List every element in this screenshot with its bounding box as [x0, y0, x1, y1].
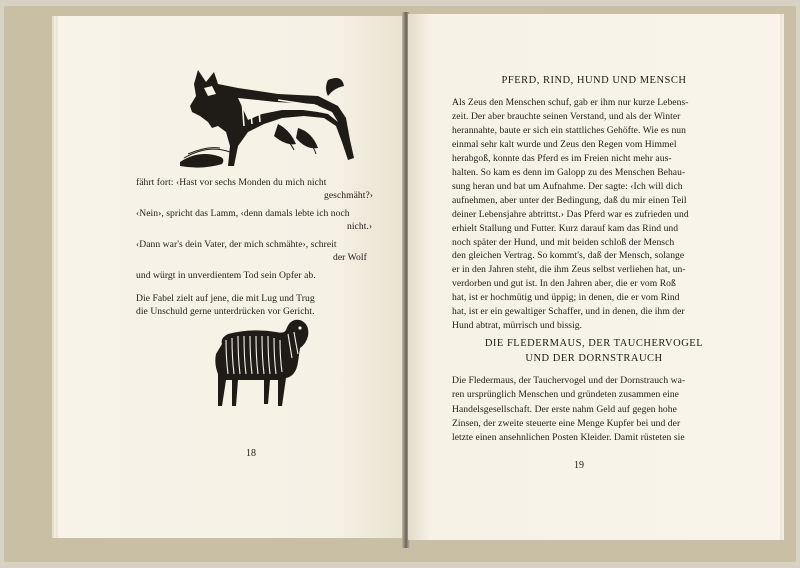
moral-line: Die Fabel zielt auf jene, die mit Lug und Trug: [136, 293, 315, 304]
text-line: einmal sehr kalt wurde und Zeus den Regen vom Himmel: [452, 138, 677, 150]
text-line: herabgoß, konnte das Pferd es im Freien nicht mehr aus-: [452, 152, 672, 164]
verse-line: geschmäht?›: [324, 190, 374, 201]
right-page: [408, 14, 780, 540]
section-heading: DIE FLEDERMAUS, DER TAUCHERVOGEL: [484, 338, 704, 349]
moral-line: die Unschuld gerne unterdrücken vor Gericht.: [136, 306, 315, 317]
text-line: ren ursprünglich Menschen und gründeten zusammen eine: [452, 389, 679, 401]
text-line: herannahte, baute er sich ein stattliches Gehöfte. Wie es nun: [452, 124, 686, 136]
text-line: noch später der Hund, und mit beiden schloß der Mensch: [452, 236, 675, 248]
text-line: Hund abtrat, mürrisch und bissig.: [452, 320, 583, 332]
verse-line: fährt fort: ‹Hast vor sechs Monden du mich nicht: [136, 177, 327, 188]
verse-line: der Wolf: [333, 252, 367, 263]
text-line: zeit. Der aber brauchte seinen Verstand, und als der Winter: [452, 110, 681, 122]
verse-line: nicht.›: [347, 221, 373, 232]
text-line: deiner Lebensjahre abtrittst.› Das Pferd war es zufrieden und: [452, 208, 689, 220]
verse-line: ‹Dann war's dein Vater, der mich schmähte›, schreit: [136, 239, 337, 250]
text-line: aufnehmen, aber unter der Bedingung, daß du mir einen Teil: [452, 194, 687, 206]
text-line: Handelsgesellschaft. Der erste nahm Geld auf gegen hohe: [452, 403, 677, 415]
text-line: halten. So kam es denn im Galopp zu des Menschen Behau-: [452, 166, 686, 178]
text-line: erhielt Stallung und Futter. Kurz darauf kam das Rind und: [452, 222, 679, 234]
section-heading: PFERD, RIND, HUND UND MENSCH: [501, 75, 687, 86]
page-number-left: 18: [246, 448, 256, 459]
page-number-right: 19: [574, 460, 584, 471]
text-line: hat, ist er hochmütig und üppig; in denen, die er vom Rind: [452, 292, 680, 304]
text-line: den gleichen Vertrag. So kommt's, daß der Mensch, solange: [452, 250, 685, 262]
text-line: sung heran und bat um Aufnahme. Der sagte: ‹Ich will dich: [452, 180, 683, 192]
text-line: letzte einen ansehnlichen Posten Kleider. Damit rüsteten sie: [452, 432, 685, 444]
wolf-woodcut-icon: [178, 66, 364, 170]
text-line: Zinsen, der zweite steuerte eine Menge Kupfer bei und der: [452, 417, 681, 429]
left-page: [58, 16, 404, 538]
text-line: hat, ist er ein gewaltiger Schaffer, und in denen, die ihm der: [452, 306, 685, 318]
verse-line: und würgt in unverdientem Tod sein Opfer ab.: [136, 270, 316, 281]
text-line: Die Fledermaus, der Tauchervogel und der Dornstrauch wa-: [452, 375, 686, 386]
section-heading: UND DER DORNSTRAUCH: [525, 353, 663, 364]
text-line: verdorben und gut ist. In den Jahren aber, die er vom Roß: [452, 278, 676, 290]
text-line: er in den Jahren steht, die ihm Zeus selbst verliehen hat, un-: [452, 264, 686, 276]
text-line: Als Zeus den Menschen schuf, gab er ihm nur kurze Lebens-: [452, 97, 689, 108]
verse-line: ‹Nein›, spricht das Lamm, ‹denn damals lebte ich noch: [136, 208, 350, 219]
lamb-woodcut-icon: [212, 314, 312, 410]
